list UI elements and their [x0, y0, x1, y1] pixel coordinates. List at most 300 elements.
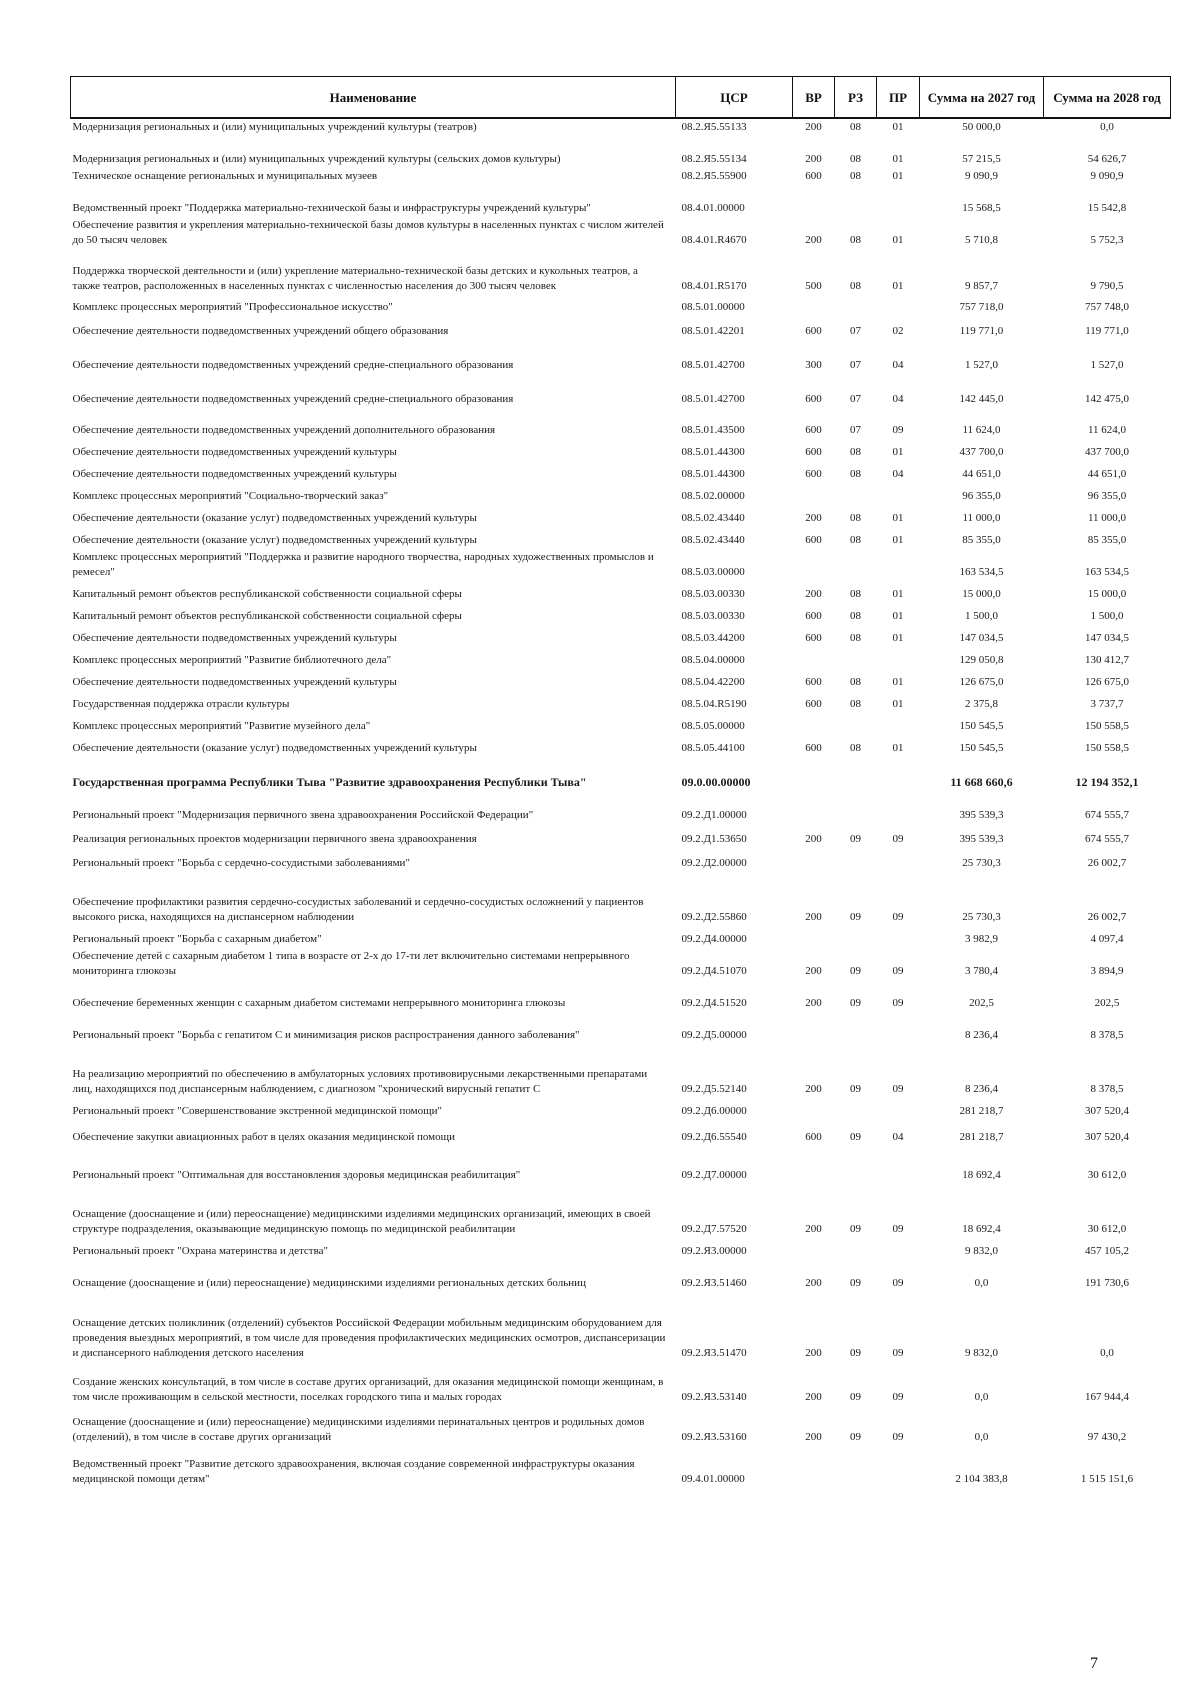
row-name: Обеспечение деятельности (оказание услуг) подведомственных учреждений культуры — [72, 534, 477, 546]
row-sum-2027: 202,5 — [969, 997, 994, 1009]
row-vr: 200 — [805, 1347, 822, 1359]
row-rz — [835, 1445, 877, 1487]
row-csr: 09.2.Д6.55540 — [681, 1131, 747, 1143]
row-name: Комплекс процессных мероприятий "Развитие музейного дела" — [72, 720, 371, 732]
budget-document — [70, 76, 1170, 1487]
row-rz: 08 — [850, 170, 861, 182]
row-name: Региональный проект "Борьба с сердечно-сосудистыми заболеваниями" — [72, 857, 410, 869]
row-sum-2028: 119 771,0 — [1085, 325, 1129, 337]
row-rz: 09 — [850, 1131, 861, 1143]
row-pr — [877, 790, 920, 823]
row-sum-2027: 150 545,5 — [959, 720, 1004, 732]
row-name: Комплекс процессных мероприятий "Развитие библиотечного дела" — [72, 654, 392, 666]
row-name: Модернизация региональных и (или) муниципальных учреждений культуры (театров) — [72, 121, 477, 133]
row-rz — [835, 294, 877, 315]
row-rz — [835, 1145, 877, 1183]
row-sum-2028: 142 475,0 — [1085, 393, 1129, 405]
row-sum-2028: 202,5 — [1094, 997, 1120, 1009]
row-sum-2028: 11 624,0 — [1087, 424, 1127, 436]
row-pr — [877, 1445, 920, 1487]
row-name: Обеспечение деятельности подведомственных учреждений дополнительного образования — [72, 424, 496, 436]
table-row — [71, 460, 1171, 482]
row-rz: 08 — [850, 468, 861, 480]
row-sum-2027: 11 000,0 — [962, 512, 1001, 524]
row-sum-2027: 281 218,7 — [959, 1105, 1004, 1117]
table-row — [71, 602, 1171, 624]
row-pr: 01 — [892, 121, 904, 133]
row-rz — [835, 548, 877, 580]
row-sum-2028: 15 000,0 — [1087, 588, 1127, 600]
table-row — [71, 526, 1171, 548]
row-csr: 09.2.Д6.00000 — [681, 1105, 747, 1117]
row-vr — [793, 184, 835, 216]
row-name: Региональный проект "Охрана материнства и детства" — [72, 1245, 329, 1257]
row-name: На реализацию мероприятий по обеспечению в амбулаторных условиях противовирусными лекарственными препаратами лиц, находящихся под диспансерным наблюдением, с диагнозом "хронический вирусный гепатит С — [72, 1068, 648, 1095]
row-pr: 09 — [892, 997, 904, 1009]
row-rz — [835, 925, 877, 947]
row-name: Государственная поддержка отрасли культуры — [72, 698, 290, 710]
row-rz: 08 — [850, 698, 861, 710]
row-csr: 09.2.Д5.00000 — [681, 1029, 747, 1041]
row-csr: 08.5.01.44300 — [681, 468, 745, 480]
row-rz: 07 — [850, 359, 861, 371]
header-name: Наименование — [71, 77, 676, 119]
header-vr: ВР — [793, 77, 835, 119]
row-name: Обеспечение деятельности подведомственных учреждений культуры — [72, 632, 397, 644]
row-rz: 07 — [850, 393, 861, 405]
row-csr: 08.5.05.44100 — [681, 742, 745, 754]
row-rz — [835, 1237, 877, 1259]
row-pr: 01 — [892, 632, 904, 644]
row-sum-2027: 150 545,5 — [959, 742, 1004, 754]
row-sum-2028: 126 675,0 — [1085, 676, 1129, 688]
row-csr: 09.2.Д4.51070 — [681, 965, 747, 977]
table-row — [71, 407, 1171, 438]
row-sum-2028: 30 612,0 — [1087, 1169, 1127, 1181]
row-rz: 09 — [850, 1277, 861, 1289]
row-sum-2027: 281 218,7 — [959, 1131, 1004, 1143]
table-row — [71, 294, 1171, 315]
row-name: Обеспечение профилактики развития сердечно-сосудистых заболеваний и сердечно-сосудистых осложнений у пациентов высокого риска, находящихся на диспансерном наблюдении — [72, 896, 644, 923]
row-sum-2027: 18 692,4 — [962, 1169, 1001, 1181]
row-vr — [793, 548, 835, 580]
row-pr — [877, 1011, 920, 1043]
row-sum-2027: 0,0 — [974, 1277, 989, 1289]
row-sum-2027: 0,0 — [974, 1431, 989, 1443]
row-vr — [793, 646, 835, 668]
row-sum-2027: 11 624,0 — [962, 424, 1001, 436]
row-pr: 09 — [892, 1431, 904, 1443]
row-csr: 09.2.Д5.52140 — [681, 1083, 747, 1095]
row-sum-2028: 5 752,3 — [1090, 234, 1124, 246]
row-vr: 600 — [805, 632, 822, 644]
table-row — [71, 438, 1171, 460]
table-row — [71, 1043, 1171, 1097]
row-csr: 09.2.Д1.53650 — [681, 833, 747, 845]
row-sum-2027: 147 034,5 — [959, 632, 1004, 644]
row-vr: 200 — [805, 153, 822, 165]
row-pr — [877, 756, 920, 790]
row-sum-2028: 167 944,4 — [1085, 1391, 1129, 1403]
row-name: Обеспечение беременных женщин с сахарным диабетом системами непрерывного мониторинга глюкозы — [72, 997, 566, 1009]
row-rz: 08 — [850, 121, 861, 133]
row-vr — [793, 482, 835, 504]
row-name: Региональный проект "Борьба с сахарным диабетом" — [72, 933, 322, 945]
row-pr: 04 — [892, 468, 904, 480]
row-sum-2028: 191 730,6 — [1085, 1277, 1129, 1289]
row-pr: 01 — [892, 610, 904, 622]
row-sum-2028: 8 378,5 — [1090, 1029, 1124, 1041]
row-name: Обеспечение деятельности подведомственных учреждений общего образования — [72, 325, 449, 337]
row-vr — [793, 1145, 835, 1183]
row-vr: 600 — [805, 676, 822, 688]
row-sum-2027: 15 568,5 — [962, 202, 1001, 214]
row-name: Оснащение (дооснащение и (или) переоснащение) медицинскими изделиями медицинских организаций, имеющих в своей структуре подразделения, оказывающие медицинскую помощь по медицинской реабилитации — [72, 1208, 651, 1235]
row-vr: 200 — [805, 234, 822, 246]
row-csr: 08.5.01.42201 — [681, 325, 745, 337]
row-name: Обеспечение закупки авиационных работ в целях оказания медицинской помощи — [72, 1131, 455, 1143]
row-csr: 08.5.03.00330 — [681, 610, 745, 622]
row-rz: 09 — [850, 1391, 861, 1403]
row-vr: 600 — [805, 742, 822, 754]
row-sum-2028: 674 555,7 — [1085, 833, 1129, 845]
row-vr: 600 — [805, 446, 822, 458]
row-rz: 08 — [850, 280, 861, 292]
row-sum-2028: 9 090,9 — [1090, 170, 1124, 182]
row-pr — [877, 1097, 920, 1119]
row-name: Обеспечение развития и укрепления материально-технической базы домов культуры в населенных пунктах с числом жителей до 50 тысяч человек — [72, 219, 664, 246]
row-sum-2027: 3 982,9 — [965, 933, 998, 945]
row-name: Создание женских консультаций, в том числе в составе других организаций, для оказания медицинской помощи женщинам, в том числе проживающим в сельской местности, поселках городского типа и малых городах — [72, 1376, 664, 1403]
row-sum-2027: 2 104 383,8 — [955, 1473, 1008, 1485]
row-rz — [835, 646, 877, 668]
row-name: Региональный проект "Борьба с гепатитом С и минимизация рисков распространения данного заболевания" — [72, 1029, 580, 1041]
header-csr: ЦСР — [676, 77, 793, 119]
row-sum-2028: 0,0 — [1100, 121, 1114, 133]
row-rz: 08 — [850, 234, 861, 246]
row-sum-2027: 18 692,4 — [962, 1223, 1001, 1235]
row-vr: 200 — [805, 997, 822, 1009]
row-csr: 08.5.01.44300 — [681, 446, 745, 458]
row-pr: 01 — [892, 446, 904, 458]
row-csr: 09.2.Я3.00000 — [681, 1245, 747, 1257]
row-name: Комплекс процессных мероприятий "Поддержка и развитие народного творчества, народных художественных промыслов и ремесел" — [72, 551, 654, 578]
row-csr: 09.0.00.00000 — [681, 775, 751, 789]
row-sum-2028: 8 378,5 — [1090, 1083, 1124, 1095]
row-csr: 08.5.03.44200 — [681, 632, 745, 644]
row-csr: 08.5.03.00330 — [681, 588, 745, 600]
table-row — [71, 756, 1171, 790]
table-row — [71, 823, 1171, 847]
table-row — [71, 1445, 1171, 1487]
row-pr — [877, 646, 920, 668]
row-name: Государственная программа Республики Тыва "Развитие здравоохранения Республики Тыва" — [72, 775, 587, 789]
row-sum-2028: 147 034,5 — [1085, 632, 1129, 644]
row-sum-2028: 3 894,9 — [1090, 965, 1124, 977]
row-csr: 08.5.04.00000 — [681, 654, 745, 666]
row-name: Оснащение (дооснащение и (или) переоснащение) медицинскими изделиями региональных детских больниц — [72, 1277, 586, 1289]
row-csr: 09.2.Д4.51520 — [681, 997, 747, 1009]
row-pr: 04 — [892, 359, 904, 371]
row-pr: 01 — [892, 153, 904, 165]
row-csr: 09.2.Д7.57520 — [681, 1223, 747, 1235]
table-row — [71, 624, 1171, 646]
table-row — [71, 690, 1171, 712]
row-csr: 08.2.Я5.55134 — [681, 153, 747, 165]
row-rz: 09 — [850, 997, 861, 1009]
row-name: Ведомственный проект "Развитие детского здравоохранения, включая создание современной инфраструктуры оказания медицинской помощи детям" — [72, 1458, 635, 1485]
row-csr: 08.5.01.43500 — [681, 424, 745, 436]
row-sum-2027: 129 050,8 — [959, 654, 1004, 666]
table-row — [71, 734, 1171, 756]
row-csr: 09.4.01.00000 — [681, 1473, 745, 1485]
row-name: Модернизация региональных и (или) муниципальных учреждений культуры (сельских домов культуры) — [72, 153, 561, 165]
table-row — [71, 1259, 1171, 1291]
row-rz — [835, 482, 877, 504]
row-sum-2027: 25 730,3 — [962, 911, 1001, 923]
row-rz: 09 — [850, 911, 861, 923]
row-sum-2027: 0,0 — [974, 1391, 989, 1403]
row-vr: 600 — [805, 610, 822, 622]
row-sum-2028: 30 612,0 — [1087, 1223, 1127, 1235]
row-sum-2028: 85 355,0 — [1087, 534, 1127, 546]
header-pr: ПР — [877, 77, 920, 119]
table-row — [71, 373, 1171, 407]
row-vr — [793, 1011, 835, 1043]
row-vr: 200 — [805, 1431, 822, 1443]
table-row — [71, 1145, 1171, 1183]
row-rz — [835, 712, 877, 734]
row-vr: 200 — [805, 512, 822, 524]
row-csr: 08.5.04.R5190 — [681, 698, 747, 710]
row-name: Оснащение (дооснащение и (или) переоснащение) медицинскими изделиями перинатальных центров и родильных домов (отделений), в том числе в составе других организаций — [72, 1416, 645, 1443]
table-row — [71, 646, 1171, 668]
table-row — [71, 790, 1171, 823]
header-sum-2027: Сумма на 2027 год — [920, 77, 1044, 119]
row-sum-2028: 130 412,7 — [1085, 654, 1129, 666]
row-pr — [877, 294, 920, 315]
row-sum-2027: 142 445,0 — [959, 393, 1004, 405]
row-sum-2028: 26 002,7 — [1087, 911, 1127, 923]
row-sum-2028: 97 430,2 — [1087, 1431, 1127, 1443]
table-row — [71, 925, 1171, 947]
row-sum-2028: 1 515 151,6 — [1080, 1473, 1134, 1485]
row-rz — [835, 1097, 877, 1119]
row-name: Капитальный ремонт объектов республиканской собственности социальной сферы — [72, 610, 462, 622]
table-row — [71, 1011, 1171, 1043]
row-sum-2028: 15 542,8 — [1087, 202, 1127, 214]
row-pr: 04 — [892, 393, 904, 405]
row-name: Обеспечение деятельности (оказание услуг) подведомственных учреждений культуры — [72, 512, 477, 524]
row-csr: 09.2.Д7.00000 — [681, 1169, 747, 1181]
row-rz — [835, 1011, 877, 1043]
row-sum-2027: 50 000,0 — [962, 121, 1001, 133]
row-csr: 09.2.Д2.00000 — [681, 857, 747, 869]
row-name: Реализация региональных проектов модернизации первичного звена здравоохранения — [72, 833, 477, 845]
row-name: Ведомственный проект "Поддержка материально-технической базы и инфраструктуры учреждений культуры" — [72, 202, 591, 214]
row-sum-2027: 9 832,0 — [965, 1245, 998, 1257]
table-row — [71, 1237, 1171, 1259]
row-sum-2027: 9 090,9 — [965, 170, 998, 182]
row-rz: 09 — [850, 833, 861, 845]
table-row — [71, 1291, 1171, 1361]
table-row — [71, 847, 1171, 871]
row-csr: 08.4.01.R5170 — [681, 280, 747, 292]
row-vr — [793, 790, 835, 823]
row-rz: 09 — [850, 1431, 861, 1443]
row-sum-2028: 4 097,4 — [1090, 933, 1124, 945]
row-vr: 500 — [805, 280, 822, 292]
row-csr: 08.5.05.00000 — [681, 720, 745, 732]
table-row — [71, 482, 1171, 504]
row-rz: 09 — [850, 965, 861, 977]
row-sum-2028: 44 651,0 — [1087, 468, 1127, 480]
row-pr — [877, 925, 920, 947]
row-sum-2028: 1 527,0 — [1090, 359, 1124, 371]
table-body — [71, 118, 1171, 1487]
row-sum-2027: 1 527,0 — [965, 359, 998, 371]
row-pr: 01 — [892, 742, 904, 754]
row-rz: 08 — [850, 742, 861, 754]
row-sum-2028: 1 500,0 — [1090, 610, 1124, 622]
row-pr — [877, 847, 920, 871]
row-csr: 08.5.02.43440 — [681, 512, 745, 524]
row-sum-2028: 3 737,7 — [1090, 698, 1124, 710]
row-name: Оснащение детских поликлиник (отделений) субъектов Российской Федерации мобильным медицинским оборудованием для проведения выездных мероприятий, в том числе для проведения профилактических медицинских осмотров, диспансеризации и диспансерного наблюдения детского населения — [72, 1317, 666, 1359]
row-sum-2027: 8 236,4 — [965, 1029, 998, 1041]
row-name: Обеспечение деятельности подведомственных учреждений культуры — [72, 446, 397, 458]
row-pr: 09 — [892, 911, 904, 923]
table-row — [71, 668, 1171, 690]
row-rz — [835, 184, 877, 216]
table-row — [71, 167, 1171, 184]
row-vr — [793, 756, 835, 790]
row-rz: 08 — [850, 534, 861, 546]
row-pr: 01 — [892, 676, 904, 688]
row-csr: 09.2.Я3.51470 — [681, 1347, 747, 1359]
row-rz: 08 — [850, 588, 861, 600]
row-pr — [877, 712, 920, 734]
row-sum-2027: 395 539,3 — [959, 833, 1004, 845]
row-rz: 08 — [850, 446, 861, 458]
row-sum-2028: 437 700,0 — [1085, 446, 1129, 458]
row-csr: 09.2.Д2.55860 — [681, 911, 747, 923]
row-sum-2027: 9 832,0 — [965, 1347, 998, 1359]
row-sum-2027: 437 700,0 — [959, 446, 1004, 458]
table-row — [71, 871, 1171, 925]
row-csr: 09.2.Я3.51460 — [681, 1277, 747, 1289]
row-sum-2027: 395 539,3 — [959, 809, 1004, 821]
header-sum-2028: Сумма на 2028 год — [1044, 77, 1171, 119]
row-pr: 09 — [892, 1391, 904, 1403]
row-rz: 07 — [850, 424, 861, 436]
row-rz: 08 — [850, 676, 861, 688]
row-csr: 08.4.01.00000 — [681, 202, 745, 214]
row-name: Поддержка творческой деятельности и (или) укрепление материально-технической базы детских и кукольных театров, а также театров, расположенных в населенных пунктах с численностью населения до 300 тысяч человек — [72, 265, 638, 292]
row-name: Обеспечение детей с сахарным диабетом 1 типа в возрасте от 2-х до 17-ти лет включительно системами непрерывного мониторинга глюкозы — [72, 950, 630, 977]
row-rz: 09 — [850, 1223, 861, 1235]
row-vr: 600 — [805, 534, 822, 546]
row-sum-2027: 3 780,4 — [965, 965, 998, 977]
row-vr: 600 — [805, 393, 822, 405]
table-row — [71, 1405, 1171, 1445]
row-csr: 09.2.Я3.53160 — [681, 1431, 747, 1443]
row-pr — [877, 1237, 920, 1259]
row-vr: 600 — [805, 424, 822, 436]
row-name: Капитальный ремонт объектов республиканской собственности социальной сферы — [72, 588, 462, 600]
row-sum-2027: 15 000,0 — [962, 588, 1001, 600]
row-csr: 08.2.Я5.55133 — [681, 121, 747, 133]
row-vr: 600 — [805, 1131, 822, 1143]
row-vr: 600 — [805, 325, 822, 337]
table-row — [71, 339, 1171, 373]
row-sum-2028: 150 558,5 — [1085, 720, 1129, 732]
row-vr — [793, 1237, 835, 1259]
row-name: Обеспечение деятельности подведомственных учреждений средне-специального образования — [72, 393, 514, 405]
row-rz — [835, 790, 877, 823]
row-pr: 09 — [892, 1347, 904, 1359]
table-header — [71, 77, 1171, 119]
row-sum-2027: 126 675,0 — [959, 676, 1004, 688]
row-vr: 200 — [805, 911, 822, 923]
row-sum-2027: 85 355,0 — [962, 534, 1001, 546]
row-pr: 09 — [892, 424, 904, 436]
page-number: 7 — [1090, 1655, 1098, 1672]
row-sum-2028: 163 534,5 — [1085, 566, 1129, 578]
table-row — [71, 315, 1171, 339]
row-pr: 04 — [892, 1131, 904, 1143]
row-csr: 09.2.Я3.53140 — [681, 1391, 747, 1403]
row-pr: 01 — [892, 534, 904, 546]
row-vr: 200 — [805, 1223, 822, 1235]
table-row — [71, 1361, 1171, 1405]
row-sum-2028: 96 355,0 — [1087, 490, 1127, 502]
row-sum-2027: 8 236,4 — [965, 1083, 998, 1095]
row-vr: 600 — [805, 698, 822, 710]
row-name: Техническое оснащение региональных и муниципальных музеев — [72, 170, 378, 182]
header-rz: РЗ — [835, 77, 877, 119]
row-name: Обеспечение деятельности (оказание услуг) подведомственных учреждений культуры — [72, 742, 477, 754]
row-csr: 08.5.01.00000 — [681, 301, 745, 313]
budget-table — [70, 76, 1171, 1487]
row-pr: 02 — [892, 325, 904, 337]
row-pr: 09 — [892, 1277, 904, 1289]
row-sum-2027: 9 857,7 — [965, 280, 998, 292]
row-sum-2028: 457 105,2 — [1085, 1245, 1129, 1257]
row-sum-2028: 307 520,4 — [1085, 1131, 1129, 1143]
row-sum-2027: 44 651,0 — [962, 468, 1001, 480]
row-sum-2028: 9 790,5 — [1090, 280, 1124, 292]
row-rz: 08 — [850, 610, 861, 622]
row-name: Комплекс процессных мероприятий "Профессиональное искусство" — [72, 301, 393, 313]
table-row — [71, 184, 1171, 216]
row-rz: 07 — [850, 325, 861, 337]
table-row — [71, 118, 1171, 135]
row-vr: 200 — [805, 1277, 822, 1289]
row-csr: 08.5.04.42200 — [681, 676, 745, 688]
row-csr: 08.5.01.42700 — [681, 359, 745, 371]
table-row — [71, 979, 1171, 1011]
row-pr: 01 — [892, 698, 904, 710]
row-sum-2027: 757 718,0 — [959, 301, 1004, 313]
row-pr: 01 — [892, 234, 904, 246]
row-name: Региональный проект "Оптимальная для восстановления здоровья медицинская реабилитация" — [72, 1169, 521, 1181]
row-vr — [793, 847, 835, 871]
row-vr — [793, 294, 835, 315]
row-csr: 08.5.02.43440 — [681, 534, 745, 546]
row-rz: 09 — [850, 1083, 861, 1095]
row-sum-2027: 119 771,0 — [959, 325, 1004, 337]
